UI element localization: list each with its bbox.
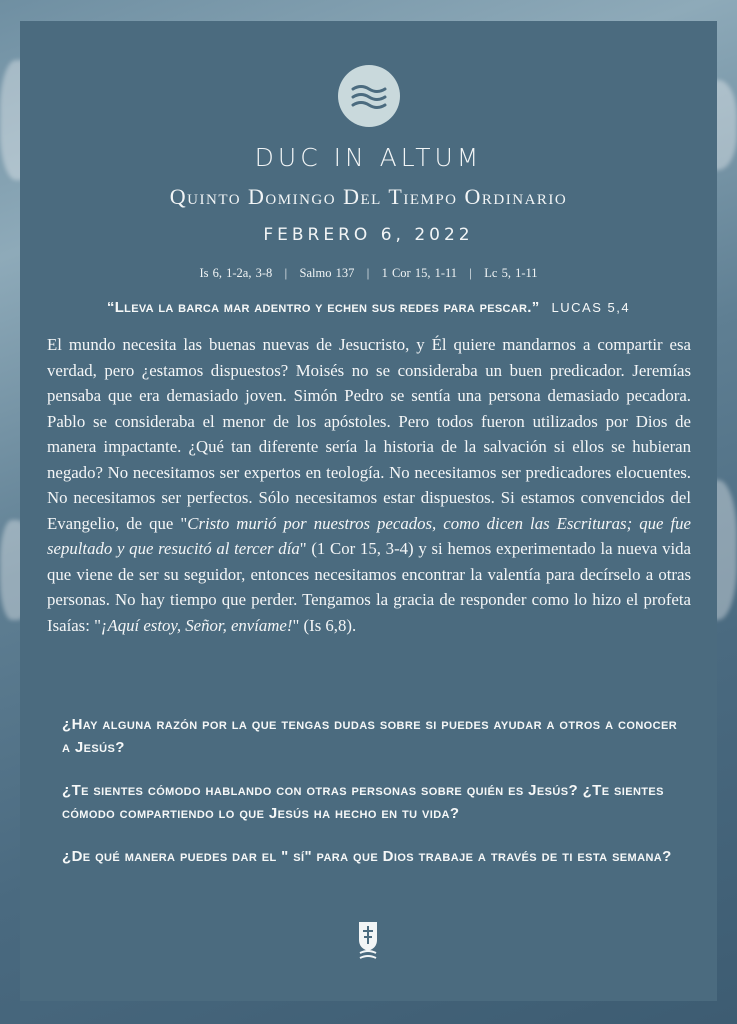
scripture-quote bbox=[0, 299, 737, 316]
question-item: ¿Hay alguna razón por la que tengas dudas sobre si puedes ayudar a otros a conocer a Jesús? bbox=[62, 716, 678, 756]
reflection-paragraph bbox=[47, 332, 691, 638]
quote-reference: LUCAS 5,4 bbox=[551, 300, 631, 315]
waves-logo-icon bbox=[338, 65, 400, 127]
reflection-text: " (1 Cor 15, 3-4) y si hemos experimentado la nueva vida que viene de ser su seguidor, entonces necesitamos encontrar la valentía para decírselo a otras personas. No hay tiempo que perder. Tengamos la gracia de responder como lo hizo el profeta Isaías: " bbox=[47, 539, 691, 635]
quote-text: “Lleva la barca mar adentro y echen sus redes para pescar.” bbox=[106, 299, 540, 316]
page-title: DUC IN ALTUM bbox=[254, 143, 483, 172]
readings-line: Is 6, 1-2a, 3-8 | Salmo 137 | 1 Cor 15, 1-11 | Lc 5, 1-11 bbox=[199, 266, 538, 280]
reflection-text: " (Is 6,8). bbox=[292, 615, 357, 635]
question-item: ¿Te sientes cómodo hablando con otras personas sobre quién es Jesús? ¿Te sientes cómodo compartiendo lo que Jesús ha hecho en tu vida? bbox=[62, 782, 664, 822]
question-item: ¿De qué manera puedes dar el " sí" para que Dios trabaje a través de ti esta semana? bbox=[62, 848, 672, 865]
date: FEBRERO 6, 2022 bbox=[263, 225, 474, 245]
reflection-italic-citation: Cristo murió por nuestros pecados, como dicen las Escrituras; que fue sepultado y que resucitó al tercer día bbox=[47, 513, 691, 558]
reflection-italic-citation: ¡Aquí estoy, Señor, envíame! bbox=[100, 615, 293, 635]
cross-shield-emblem-icon bbox=[357, 920, 379, 960]
reflection-text: El mundo necesita las buenas nuevas de Jesucristo, y Él quiere mandarnos a compartir esa verdad, pero ¿estamos dispuestos? Moisés no se consideraba un buen predicador. Jeremías pensaba que era demasiado joven. Simón Pedro se sentía una persona demasiado pecadora. Pablo se consideraba el menor de los apóstoles. Pero todos fueron utilizados por Dios de manera impactante. ¿Qué tan diferente sería la historia de la salvación si ellos se hubieran negado? No necesitamos ser expertos en teología. No necesitamos ser predicadores elocuentes. No necesitamos ser perfectos. Sólo necesitamos estar dispuestos. Si estamos convencidos del Evangelio, de que " bbox=[47, 335, 691, 533]
reflection-questions bbox=[62, 713, 682, 888]
liturgical-subtitle: Quinto Domingo Del Tiempo Ordinario bbox=[169, 184, 568, 209]
